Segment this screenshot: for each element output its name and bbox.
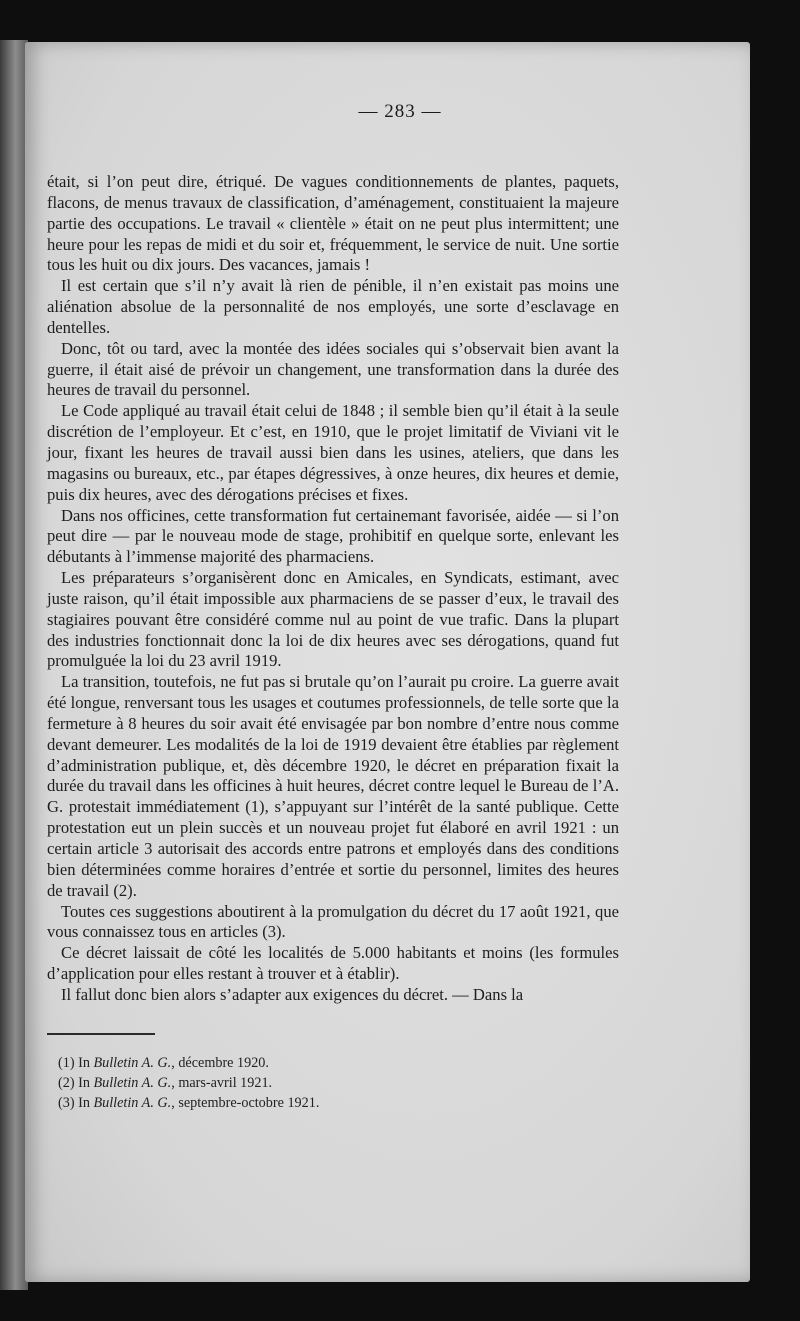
footnote-number: (2) In xyxy=(58,1075,94,1091)
footnote-date: , mars-avril 1921. xyxy=(171,1075,273,1091)
paragraph: Il est certain que s’il n’y avait là rien de pénible, il n’en existait pas moins une aliénation absolue de la personnalité de nos employés, une sorte d’esclavage en dentelles. xyxy=(47,276,619,337)
footnote xyxy=(58,1093,558,1113)
footnotes xyxy=(58,1053,558,1113)
body-text xyxy=(47,172,619,1006)
footnote-journal: Bulletin A. G. xyxy=(93,1075,172,1091)
footnote-number: (1) In xyxy=(58,1055,94,1071)
page-number: — 283 — xyxy=(358,101,442,122)
paragraph: Il fallut donc bien alors s’adapter aux exigences du décret. — Dans la xyxy=(61,984,524,1004)
footnote-number: (3) In xyxy=(58,1095,94,1111)
paragraph: Toutes ces suggestions aboutirent à la promulgation du décret du 17 août 1921, que vous connaissez tous en articles (3). xyxy=(47,901,619,942)
footnote xyxy=(58,1053,558,1073)
footnote-date: , septembre-octobre 1921. xyxy=(171,1095,320,1111)
paragraph: Le Code appliqué au travail était celui de 1848 ; il semble bien qu’il était à la seule discrétion de l’employeur. Et c’est, en 1910, que le projet limitatif de Viviani vit le jour, fixant les heures de travail aussi bien dans les usines, ateliers, que dans les magasins ou bureaux, etc., par étapes dégressives, à onze heures, dix heures et demie, puis dix heures, avec des dérogations précises et fixes. xyxy=(47,401,619,504)
footnote-journal: Bulletin A. G. xyxy=(93,1095,172,1111)
previous-page-edge xyxy=(0,40,28,1290)
paragraph: Les préparateurs s’organisèrent donc en Amicales, en Syndicats, estimant, avec juste raison, qu’il était impossible aux pharmaciens de se passer d’eux, le travail des stagiaires pouvant être considéré comme nul au point de vue trafic. Dans la plupart des industries fonctionnait donc la loi de dix heures avec ses dérogations, quand fut promulguée la loi du 23 avril 1919. xyxy=(47,568,619,671)
paragraph: Donc, tôt ou tard, avec la montée des idées sociales qui s’observait bien avant la guerre, il était aisé de prévoir un changement, une transformation dans la durée des heures de travail du personnel. xyxy=(47,338,619,400)
paragraph: Dans nos officines, cette transformation fut certainemant favorisée, aidée — si l’on peut dire — par le nouveau mode de stage, prohibitif en quelque sorte, enlevant les débutants à l’immense majorité des pharmaciens. xyxy=(47,505,619,567)
footnote-separator xyxy=(47,1033,155,1035)
paragraph: La transition, toutefois, ne fut pas si brutale qu’on l’aurait pu croire. La guerre avait été longue, renversant tous les usages et coutumes professionnels, de telle sorte que la fermeture à 8 heures du soir avait été envisagée par bon nombre d’entre nous comme devant demeurer. Les modalités de la loi de 1919 devaient être établies par règlement d’administration publique, et, dès décembre 1920, le décret en préparation fixait la durée du travail dans les officines à huit heures, décret contre lequel le Bureau de l’A. G. protestait immédiatement (1), s’appuyant sur l’intérêt de la santé publique. Cette protestation eut un plein succès et un nouveau projet fut élaboré en avril 1921 : un certain article 3 autorisait des accords entre patrons et employés dans des conditions bien déterminées comme horaires d’entrée et sortie du personnel, limites des heures de travail (2). xyxy=(47,672,619,900)
footnote-date: , décembre 1920. xyxy=(171,1055,269,1071)
paragraph: Ce décret laissait de côté les localités de 5.000 habitants et moins (les formules d’application pour elles restant à trouver et à établir). xyxy=(47,943,619,984)
footnote xyxy=(58,1073,558,1093)
footnote-journal: Bulletin A. G. xyxy=(93,1055,172,1071)
paragraph: était, si l’on peut dire, étriqué. De vagues conditionnements de plantes, paquets, flacons, de menus travaux de classification, d’aménagement, constituaient la majeure partie des occupations. Le travail « clientèle » était on ne peut plus intermittent; une heure pour les repas de midi et du soir et, fréquemment, le service de nuit. Une sortie tous les huit ou dix jours. Des vacances, jamais ! xyxy=(47,172,619,275)
